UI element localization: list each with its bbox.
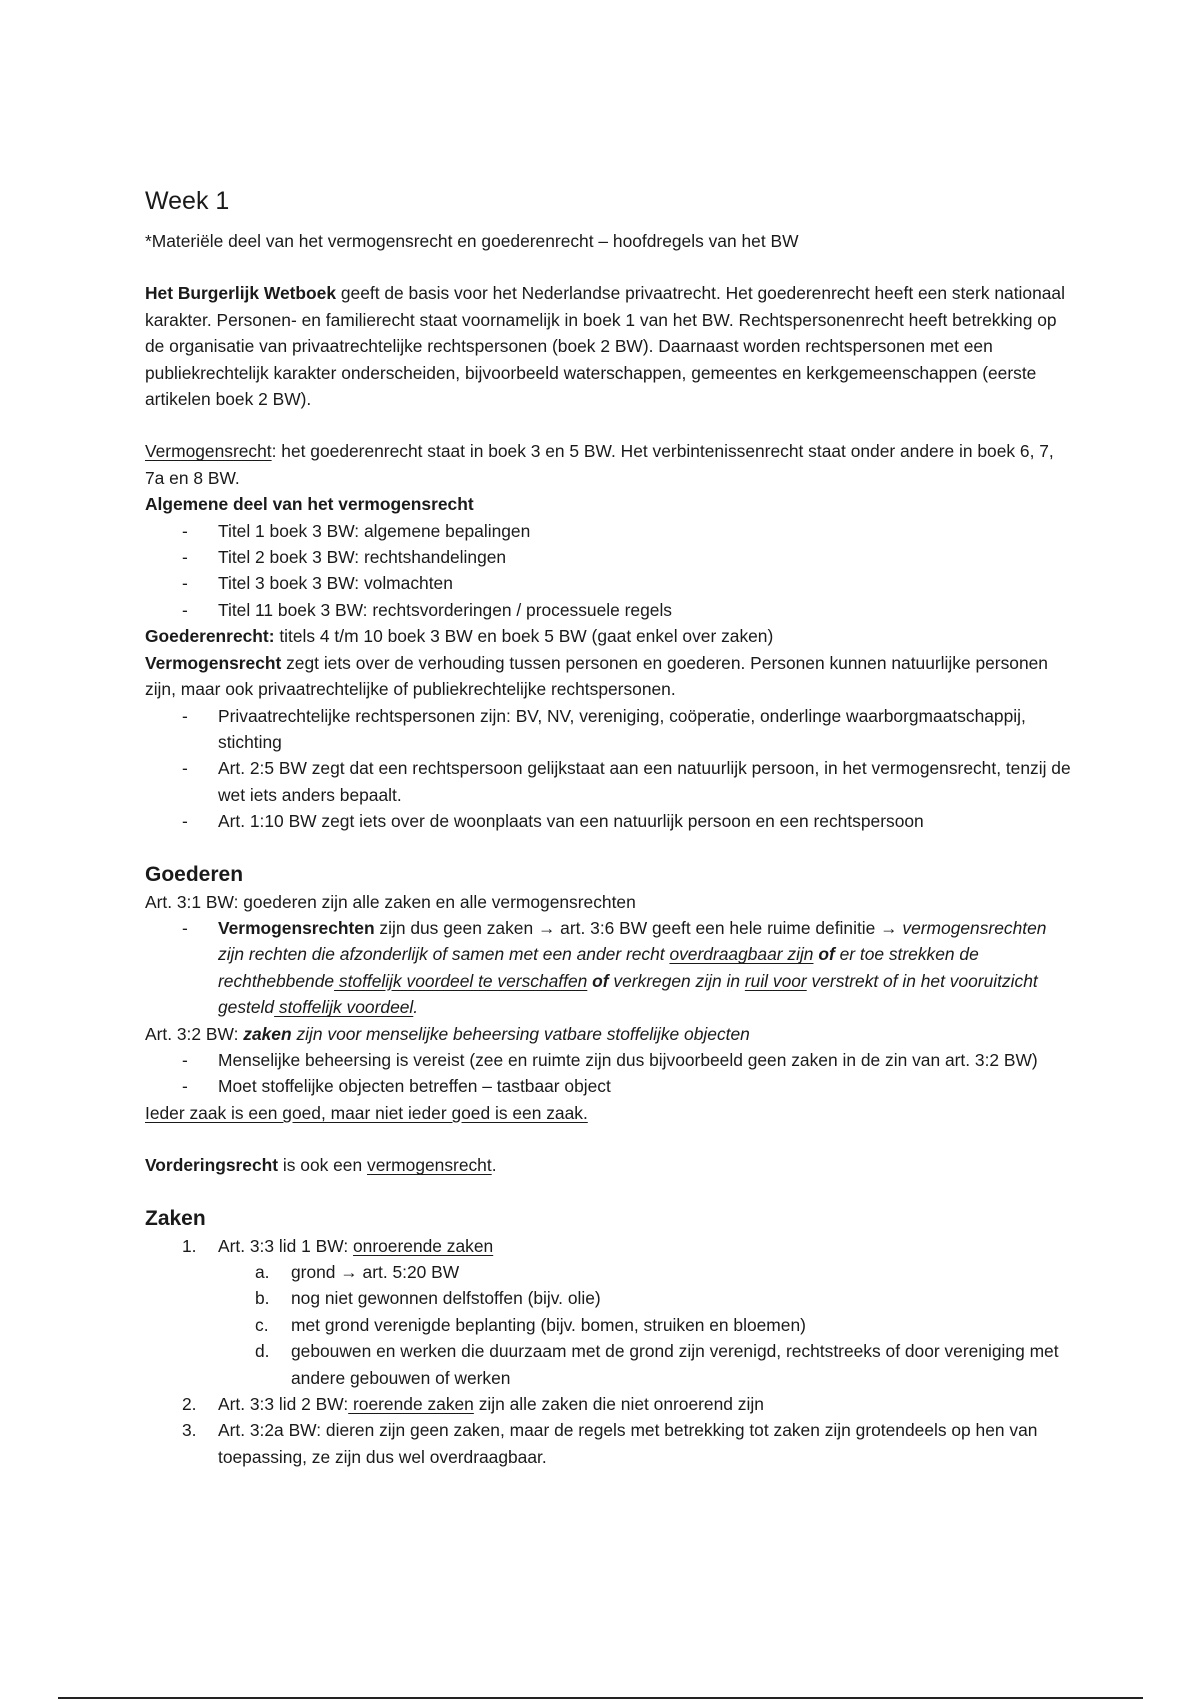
list-marker: 3. [182,1420,197,1441]
sub-item-text: gebouwen en werken die duurzaam met de grond zijn verenigd, rechtstreeks of door vereniging met andere gebouwen of werken [291,1341,1059,1388]
sub-list-item [218,1259,1075,1285]
zaken-item-text: Art. 3:3 lid 2 BW: [218,1394,349,1415]
art32-line [145,1021,1075,1047]
vr-italic: verstrekt of in het vooruitzicht gesteld [218,970,1038,1018]
zaken-list [145,1233,1075,1471]
vr-bold-of: of [813,944,840,965]
list-item: - Moet stoffelijke objecten betreffen – tastbaar object [145,1073,1075,1099]
zaken-item-underline: roerende zaken [348,1394,474,1415]
goederen-heading: Goederen [145,862,244,886]
ieder-zaak-text: Ieder zaak is een goed, maar niet ieder goed is een zaak. [145,1102,588,1123]
vr-text: zijn dus geen zaken → art. 3:6 BW geeft een hele ruime definitie → [374,917,903,938]
zaken-item-post: zijn alle zaken die niet onroerend zijn [473,1394,764,1415]
vr-italic: vermogensrechten zijn rechten die afzonderlijk of samen met een ander recht [218,917,1047,965]
vorderingsrecht-text: is ook een [278,1155,367,1176]
list-item [145,1391,1075,1417]
sub-item-text: met grond verenigde beplanting (bijv. bomen, struiken en bloemen) [291,1314,806,1335]
list-marker: 1. [182,1235,197,1256]
vr-underline: stoffelijk voordeel te verschaffen [334,970,588,991]
sub-list-item [218,1338,1075,1391]
algemeen-list [145,518,1075,624]
vr-end: . [413,997,419,1018]
list-item: - Titel 1 boek 3 BW: algemene bepalingen [145,518,1075,544]
vr-underline: stoffelijk voordeel [274,997,414,1018]
goederenrecht-text: titels 4 t/m 10 boek 3 BW en boek 5 BW (gaat enkel over zaken) [274,626,774,647]
sub-item-text: nog niet gewonnen delfstoffen (bijv. olie) [291,1288,601,1309]
vermogensrecht-paragraph [145,438,1075,491]
vermogensrechten-definition [145,915,1075,1021]
list-item: - Art. 1:10 BW zegt iets over de woonplaats van een natuurlijk persoon en een rechtspersoon [145,808,1075,834]
goederenrecht-bold: Goederenrecht: [145,626,275,647]
vorderingsrecht-underline: vermogensrecht [367,1155,492,1176]
vorderingsrecht-bold: Vorderingsrecht [145,1155,279,1176]
list-marker: b. [255,1288,270,1309]
sub-list-item [218,1312,1075,1338]
list-marker: 2. [182,1394,197,1415]
vr-bold-of: of [587,970,614,991]
sub-item-text: grond → art. 5:20 BW [291,1262,460,1282]
list-item: - Privaatrechtelijke rechtspersonen zijn: BV, NV, vereniging, coöperatie, onderlinge waarborgmaatschappij, stichting [145,703,1075,756]
vr-bold: Vermogensrechten [218,917,375,938]
list-item: - Titel 11 boek 3 BW: rechtsvorderingen / processuele regels [145,597,1075,623]
vr-italic: er toe strekken de rechthebbende [218,944,979,991]
intro-paragraph [145,280,1075,412]
goederenrecht-line [145,623,1075,649]
list-item [145,1233,1075,1391]
list-item: - Titel 2 boek 3 BW: rechtshandelingen [145,544,1075,570]
zaken-item-underline: onroerende zaken [353,1235,494,1256]
vorderingsrecht-line [145,1152,1075,1178]
art32-list [145,1047,1075,1100]
vermogensrecht-list [145,703,1075,835]
footer-divider [58,1697,1143,1699]
vr-italic: verkregen zijn in [613,970,745,991]
list-item: - Titel 3 boek 3 BW: volmachten [145,570,1075,596]
zaken-heading: Zaken [145,1206,206,1230]
art31-line: Art. 3:1 BW: goederen zijn alle zaken en alle vermogensrechten [145,891,636,912]
vr-underline: ruil voor [744,970,807,991]
vorderingsrecht-end: . [491,1155,497,1176]
page-title: Week 1 [145,187,230,215]
art32-zaken: zaken [243,1023,292,1044]
document-page [145,186,1075,1470]
list-item [145,1417,1075,1470]
onroerende-sublist [218,1259,1075,1391]
intro-bold: Het Burgerlijk Wetboek [145,283,337,304]
sub-list-item [218,1285,1075,1311]
subtitle: *Materiële deel van het vermogensrecht en goederenrecht – hoofdregels van het BW [145,231,799,251]
list-marker: a. [255,1262,270,1282]
list-marker: d. [255,1341,270,1362]
vermogensrecht-text: : het goederenrecht staat in boek 3 en 5 BW. Het verbintenissenrecht staat onder andere in boek 6, 7, 7a en 8 BW. [145,441,1054,488]
vermogensrecht-term: Vermogensrecht [145,441,272,462]
art32-definition: zijn voor menselijke beheersing vatbare stoffelijke objecten [291,1023,750,1044]
vr-underline: overdraagbaar zijn [669,944,814,965]
zaken-item-text: Art. 3:3 lid 1 BW: [218,1235,353,1256]
list-marker: c. [255,1314,269,1335]
list-item: - Art. 2:5 BW zegt dat een rechtspersoon gelijkstaat aan een natuurlijk persoon, in het vermogensrecht, tenzij de wet iets anders bepaalt. [145,755,1075,808]
vermogensrecht-para [145,650,1075,703]
algemeen-heading: Algemene deel van het vermogensrecht [145,494,474,515]
intro-text: geeft de basis voor het Nederlandse privaatrecht. Het goederenrecht heeft een sterk nationaal karakter. Personen- en familierecht staat voornamelijk in boek 1 van het BW. Rechtspersonenrecht heeft betrekking op de organisatie van privaatrechtelijke rechtspersonen (boek 2 BW). Daarnaast worden rechtspersonen met een publiekrechtelijk karakter onderscheiden, bijvoorbeeld waterschappen, gemeentes en kerkgemeenschappen (eerste artikelen boek 2 BW). [145,283,1065,410]
list-item: - Menselijke beheersing is vereist (zee en ruimte zijn dus bijvoorbeeld geen zaken in de zin van art. 3:2 BW) [145,1047,1075,1073]
vermogensrechten-list [145,915,1075,1021]
vermogensrecht-para-bold: Vermogensrecht [145,652,282,673]
zaken-item-text: Art. 3:2a BW: dieren zijn geen zaken, maar de regels met betrekking tot zaken zijn grotendeels op hen van toepassing, ze zijn dus wel overdraagbaar. [218,1420,1038,1467]
ieder-zaak-line [145,1100,1075,1126]
vermogensrecht-para-text: zegt iets over de verhouding tussen personen en goederen. Personen kunnen natuurlijke personen zijn, maar ook privaatrechtelijke of publiekrechtelijke rechtspersonen. [145,652,1048,700]
art32-pre: Art. 3:2 BW: [145,1023,244,1044]
